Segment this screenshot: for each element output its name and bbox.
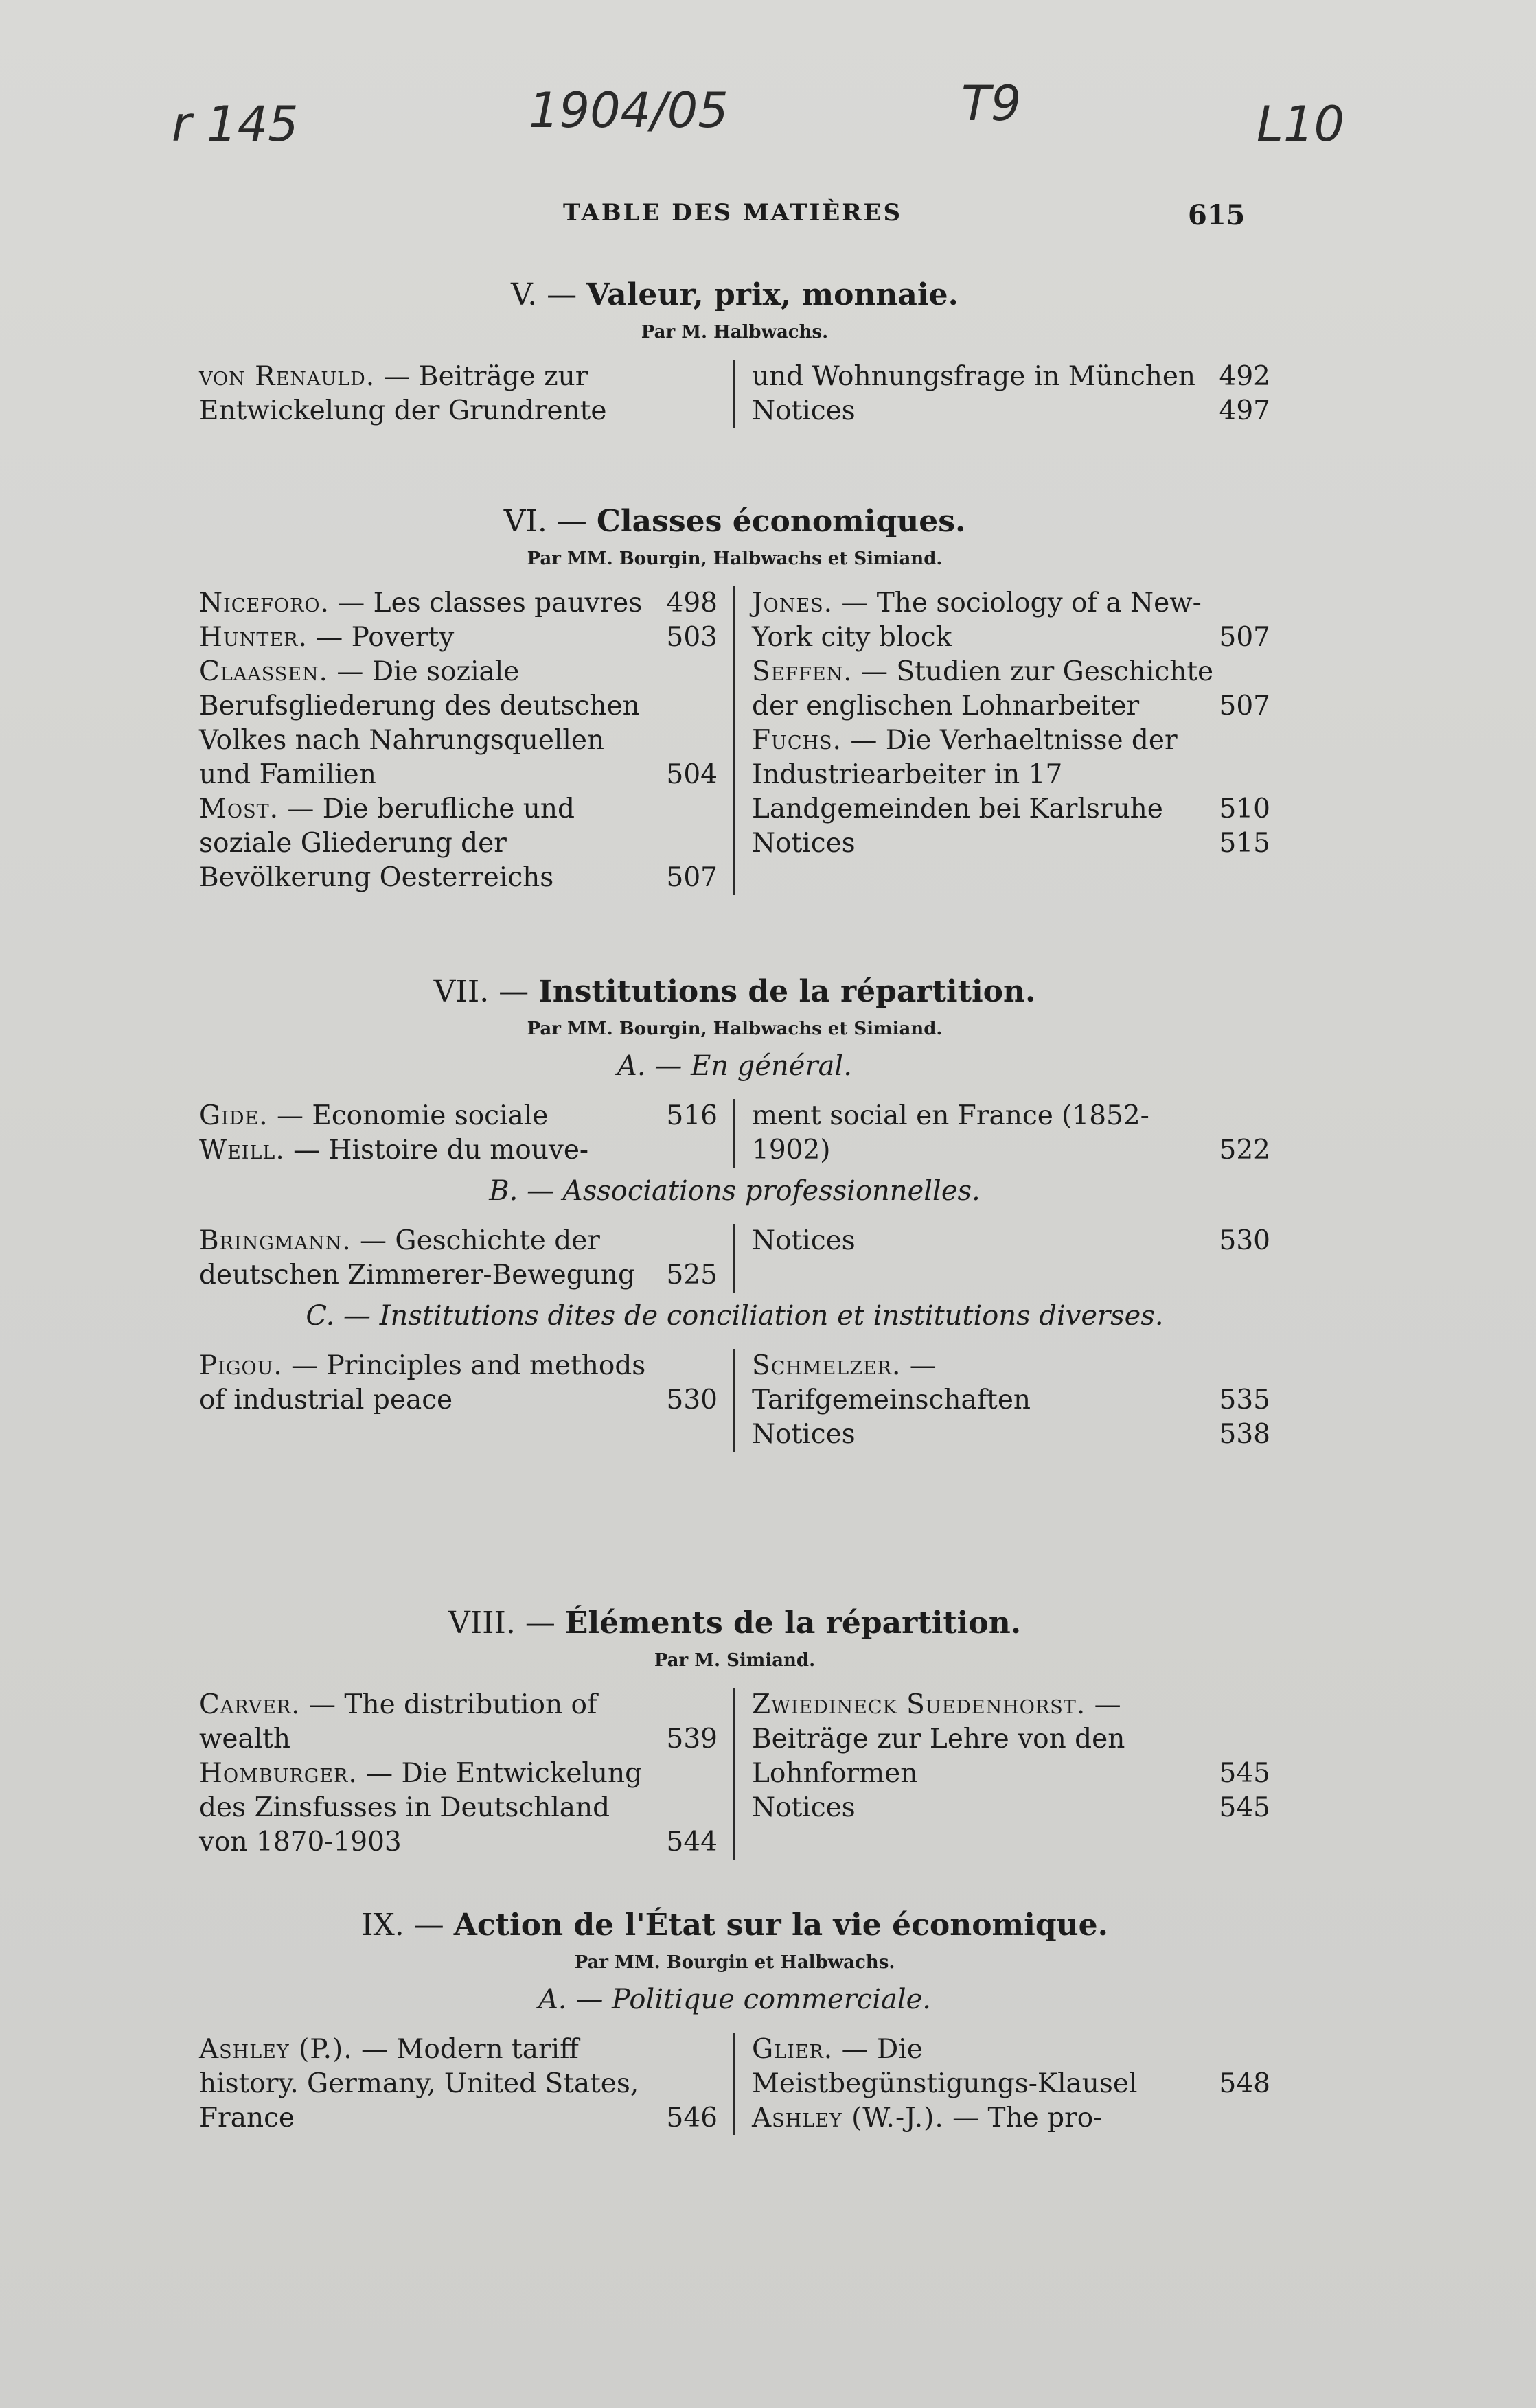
toc-entry: Zwiedineck Suedenhorst. — Beiträge zur Lehre von den Lohnformen 545 [752, 1689, 1270, 1789]
toc-entry: Notices 515 [752, 828, 1270, 859]
subsection-heading: B. — Associations professionnelles. [489, 1175, 981, 1207]
toc-entry: ment social en France (1852-1902) 522 [752, 1100, 1270, 1166]
entry-columns [199, 360, 1270, 428]
section-title: VI. — Classes économiques. [503, 504, 966, 539]
toc-entry: Most. — Die berufliche und soziale Gliederung der Bevölkerung Oesterreichs 507 [199, 794, 718, 893]
toc-entry: Notices 530 [752, 1225, 1270, 1256]
subsection-heading: A. — Politique commerciale. [538, 1984, 931, 2015]
toc-entry: Jones. — The sociology of a New-York city block 507 [752, 588, 1270, 653]
toc-entry: Notices 545 [752, 1792, 1270, 1823]
subsection-heading: A. — En général. [617, 1050, 852, 1082]
section-viii [199, 1603, 1270, 1860]
toc-entry: Ashley (W.-J.). — The pro- [752, 2103, 1103, 2133]
right-column [735, 1099, 1270, 1168]
entry-columns [199, 1349, 1270, 1452]
toc-entry: Fuchs. — Die Verhaeltnisse der Industriearbeiter in 17 Landgemeinden bei Karlsruhe 510 [752, 725, 1270, 824]
toc-entry: Schmelzer. — Tarifgemeinschaften 535 [752, 1350, 1270, 1415]
toc-entry: Pigou. — Principles and methods of industrial peace 530 [199, 1350, 718, 1415]
section-title: VII. — Institutions de la répartition. [433, 974, 1036, 1009]
right-column [735, 586, 1270, 895]
section-vii [199, 971, 1270, 1452]
toc-entry: Homburger. — Die Entwickelung des Zinsfusses in Deutschland von 1870-1903 544 [199, 1758, 718, 1857]
subsection-heading: C. — Institutions dites de conciliation et institutions diverses. [306, 1300, 1164, 1332]
right-column [735, 360, 1270, 428]
toc-entry: Hunter. — Poverty 503 [199, 622, 718, 653]
entry-columns [199, 1688, 1270, 1860]
handwritten-mark-2: 1904/05 [529, 82, 729, 139]
toc-entry: Glier. — Die Meistbegünstigungs-Klausel 548 [752, 2034, 1270, 2099]
section-title: IX. — Action de l'État sur la vie économique. [361, 1908, 1108, 1943]
toc-entry: von Renauld. — Beiträge zur Entwickelung der Grundrente [199, 361, 607, 426]
section-authors: Par MM. Bourgin et Halbwachs. [574, 1952, 895, 1973]
toc-entry: Seffen. — Studien zur Geschichte der englischen Lohnarbeiter 507 [752, 656, 1270, 721]
right-column [735, 2033, 1270, 2135]
toc-entry: Niceforo. — Les classes pauvres 498 [199, 588, 718, 618]
section-authors: Par M. Simiand. [654, 1650, 816, 1671]
left-column [199, 2033, 735, 2135]
section-ix [199, 1905, 1270, 2135]
toc-entry: und Wohnungsfrage in München 492 [752, 361, 1270, 392]
section-authors: Par M. Halbwachs. [641, 322, 829, 343]
toc-entry: Bringmann. — Geschichte der deutschen Zimmerer-Bewegung 525 [199, 1225, 718, 1290]
right-column [735, 1224, 1270, 1293]
section-title: V. — Valeur, prix, monnaie. [511, 277, 959, 312]
section-v [199, 275, 1270, 428]
handwritten-mark-3: T9 [961, 76, 1022, 132]
section-vi [199, 501, 1270, 895]
left-column [199, 586, 735, 895]
page-number: 615 [1188, 199, 1246, 231]
left-column [199, 360, 735, 428]
toc-entry: Claassen. — Die soziale Berufsgliederung des deutschen Volkes nach Nahrungsquellen und Familien 504 [199, 656, 718, 790]
entry-columns [199, 586, 1270, 895]
toc-entry: Weill. — Histoire du mouve- [199, 1135, 589, 1166]
handwritten-mark-1: r 145 [172, 96, 299, 152]
left-column [199, 1349, 735, 1452]
toc-entry: Notices 538 [752, 1419, 1270, 1450]
section-title: VIII. — Éléments de la répartition. [448, 1606, 1022, 1641]
left-column [199, 1099, 735, 1168]
handwritten-mark-4: L10 [1257, 96, 1345, 152]
section-authors: Par MM. Bourgin, Halbwachs et Simiand. [527, 1019, 943, 1039]
section-authors: Par MM. Bourgin, Halbwachs et Simiand. [527, 548, 943, 569]
right-column [735, 1349, 1270, 1452]
right-column [735, 1688, 1270, 1860]
entry-columns [199, 1224, 1270, 1293]
entry-columns [199, 2033, 1270, 2135]
toc-entry: Gide. — Economie sociale 516 [199, 1100, 718, 1131]
toc-entry: Carver. — The distribution of wealth 539 [199, 1689, 718, 1755]
entry-columns [199, 1099, 1270, 1168]
left-column [199, 1688, 735, 1860]
running-title: TABLE DES MATIÈRES [563, 199, 903, 227]
toc-entry: Ashley (P.). — Modern tariff history. Germany, United States, France 546 [199, 2034, 718, 2133]
left-column [199, 1224, 735, 1293]
toc-entry: Notices 497 [752, 395, 1270, 426]
